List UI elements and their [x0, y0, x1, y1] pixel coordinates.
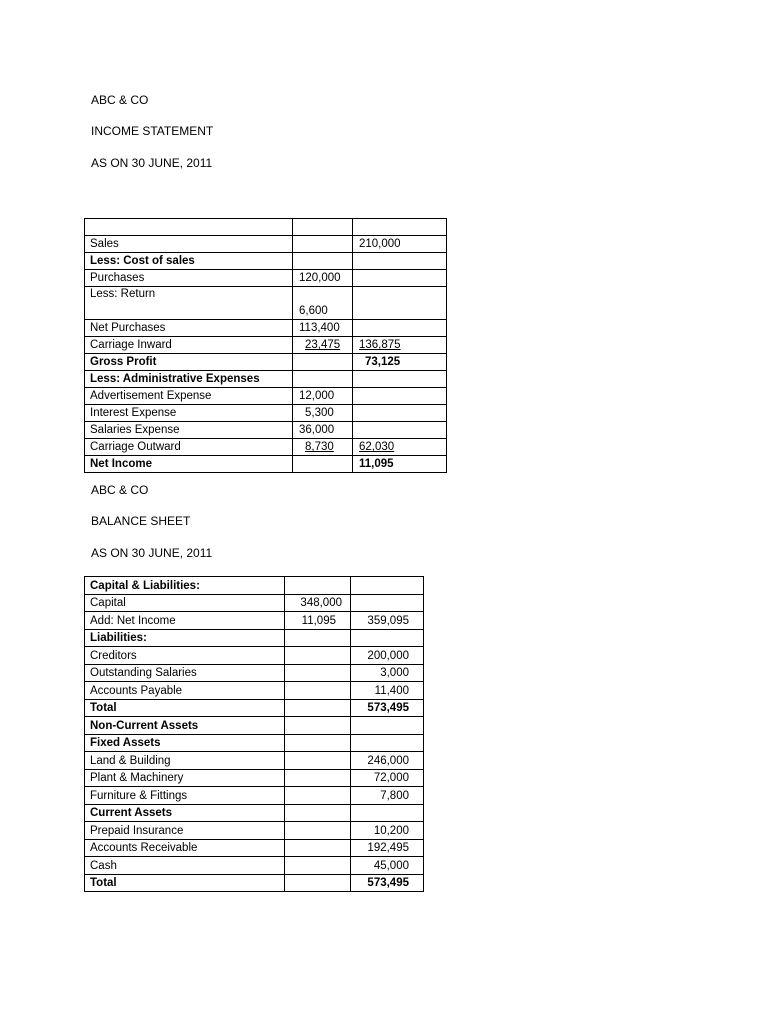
row-label	[85, 219, 293, 236]
table-row	[85, 577, 424, 595]
row-label: Net Purchases	[85, 320, 293, 337]
table-row	[85, 717, 424, 735]
row-amount	[285, 769, 351, 787]
balance-sheet-table	[84, 576, 424, 892]
table-row	[85, 456, 447, 473]
table-row	[85, 594, 424, 612]
table-row	[85, 629, 424, 647]
row-label: Capital & Liabilities:	[85, 577, 285, 595]
row-total-cell	[353, 337, 447, 354]
row-amount	[285, 839, 351, 857]
table-row	[85, 699, 424, 717]
row-label: Total	[85, 874, 285, 892]
row-total: 11,095	[353, 456, 447, 473]
row-total	[351, 577, 424, 595]
table-row	[85, 270, 447, 287]
row-label: Capital	[85, 594, 285, 612]
row-amount: 12,000	[293, 388, 353, 405]
row-label: Purchases	[85, 270, 293, 287]
income-statement-table	[84, 218, 447, 473]
row-total: 7,800	[351, 787, 424, 805]
row-amount: 5,300	[293, 405, 353, 422]
row-amount	[285, 682, 351, 700]
table-row	[85, 874, 424, 892]
table-row	[85, 822, 424, 840]
row-total	[353, 388, 447, 405]
row-label: Creditors	[85, 647, 285, 665]
row-amount: 6,600	[293, 287, 353, 320]
row-label: Accounts Receivable	[85, 839, 285, 857]
table-row	[85, 787, 424, 805]
row-total	[353, 422, 447, 439]
row-total: 573,495	[351, 699, 424, 717]
row-amount	[285, 664, 351, 682]
row-total	[353, 253, 447, 270]
table-row	[85, 647, 424, 665]
row-amount: 8,730	[305, 441, 334, 453]
row-amount	[293, 253, 353, 270]
row-label: Net Income	[85, 456, 293, 473]
row-total	[353, 405, 447, 422]
row-label: Plant & Machinery	[85, 769, 285, 787]
row-total: 210,000	[353, 236, 447, 253]
row-total-cell	[353, 439, 447, 456]
row-label: Outstanding Salaries	[85, 664, 285, 682]
table-row	[85, 388, 447, 405]
row-amount-cell	[293, 337, 353, 354]
table-row	[85, 682, 424, 700]
row-amount	[285, 629, 351, 647]
row-amount	[285, 699, 351, 717]
row-amount	[285, 804, 351, 822]
row-total	[353, 219, 447, 236]
row-total	[351, 804, 424, 822]
row-amount	[285, 874, 351, 892]
row-total: 573,495	[351, 874, 424, 892]
table-row	[85, 734, 424, 752]
balance-sheet-title: BALANCE SHEET	[91, 514, 191, 528]
row-total: 200,000	[351, 647, 424, 665]
table-row	[85, 752, 424, 770]
row-total: 246,000	[351, 752, 424, 770]
row-total	[351, 629, 424, 647]
row-label: Interest Expense	[85, 405, 293, 422]
row-label: Carriage Inward	[85, 337, 293, 354]
row-amount-cell	[293, 439, 353, 456]
balance-company-name: ABC & CO	[91, 483, 149, 497]
row-label: Less: Return	[85, 287, 293, 320]
row-total: 192,495	[351, 839, 424, 857]
table-row	[85, 839, 424, 857]
row-amount	[285, 577, 351, 595]
row-total: 136,875	[359, 339, 401, 351]
row-amount	[293, 354, 353, 371]
row-total	[353, 371, 447, 388]
row-total: 11,400	[351, 682, 424, 700]
balance-sheet-date: AS ON 30 JUNE, 2011	[91, 546, 213, 560]
row-label: Accounts Payable	[85, 682, 285, 700]
row-amount: 348,000	[285, 594, 351, 612]
row-total: 359,095	[351, 612, 424, 630]
table-row	[85, 405, 447, 422]
row-label: Fixed Assets	[85, 734, 285, 752]
row-label: Carriage Outward	[85, 439, 293, 456]
row-label: Non-Current Assets	[85, 717, 285, 735]
row-label: Land & Building	[85, 752, 285, 770]
table-row	[85, 236, 447, 253]
row-total: 45,000	[351, 857, 424, 875]
row-amount: 23,475	[305, 339, 341, 351]
row-amount: 120,000	[293, 270, 353, 287]
row-amount	[293, 236, 353, 253]
row-total	[351, 594, 424, 612]
row-amount: 11,095	[285, 612, 351, 630]
row-amount	[285, 752, 351, 770]
table-row	[85, 857, 424, 875]
table-row	[85, 219, 447, 236]
row-amount	[285, 857, 351, 875]
row-amount	[293, 219, 353, 236]
row-amount	[285, 787, 351, 805]
row-total: 3,000	[351, 664, 424, 682]
income-statement-title: INCOME STATEMENT	[91, 124, 214, 138]
row-label: Sales	[85, 236, 293, 253]
row-label: Add: Net Income	[85, 612, 285, 630]
row-amount: 36,000	[293, 422, 353, 439]
table-row	[85, 769, 424, 787]
table-row	[85, 439, 447, 456]
row-label: Advertisement Expense	[85, 388, 293, 405]
row-total	[351, 734, 424, 752]
row-label: Less: Administrative Expenses	[85, 371, 293, 388]
table-row	[85, 804, 424, 822]
row-amount	[285, 734, 351, 752]
row-total: 10,200	[351, 822, 424, 840]
table-row	[85, 337, 447, 354]
table-row	[85, 371, 447, 388]
table-row	[85, 253, 447, 270]
row-total	[353, 270, 447, 287]
row-label: Liabilities:	[85, 629, 285, 647]
row-total	[353, 320, 447, 337]
row-label: Total	[85, 699, 285, 717]
row-total: 73,125	[353, 354, 447, 371]
row-label: Less: Cost of sales	[85, 253, 293, 270]
row-amount	[285, 822, 351, 840]
income-company-name: ABC & CO	[91, 93, 149, 107]
row-label: Prepaid Insurance	[85, 822, 285, 840]
table-row	[85, 320, 447, 337]
row-label: Furniture & Fittings	[85, 787, 285, 805]
income-statement-date: AS ON 30 JUNE, 2011	[91, 156, 213, 170]
row-amount	[285, 717, 351, 735]
table-row	[85, 354, 447, 371]
row-amount	[285, 647, 351, 665]
table-row	[85, 664, 424, 682]
table-row	[85, 612, 424, 630]
row-total	[353, 287, 447, 320]
row-amount: 113,400	[293, 320, 353, 337]
row-total: 72,000	[351, 769, 424, 787]
table-row	[85, 287, 447, 320]
row-label: Cash	[85, 857, 285, 875]
row-total: 62,030	[359, 441, 395, 453]
row-label: Current Assets	[85, 804, 285, 822]
row-label: Gross Profit	[85, 354, 293, 371]
table-row	[85, 422, 447, 439]
row-total	[351, 717, 424, 735]
row-label: Salaries Expense	[85, 422, 293, 439]
row-amount	[293, 371, 353, 388]
row-amount	[293, 456, 353, 473]
